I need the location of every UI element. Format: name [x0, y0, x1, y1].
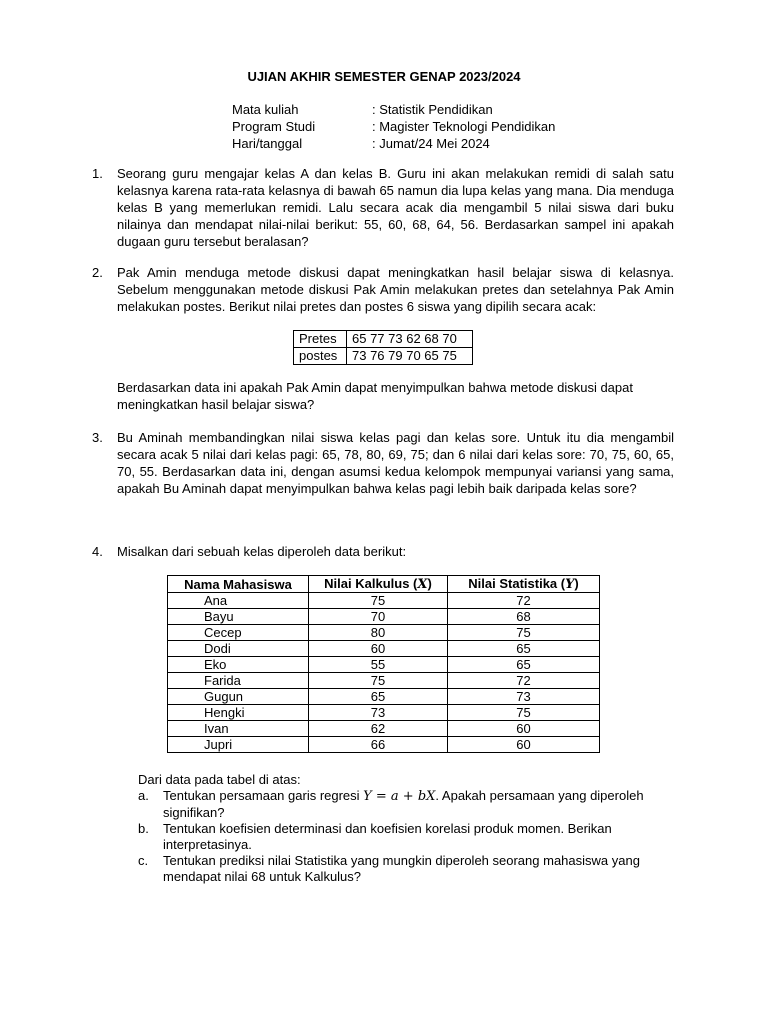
meta-value: : Magister Teknologi Pendidikan	[372, 119, 556, 134]
regression-equation: Y = a + bX	[363, 789, 436, 804]
meta-label: Hari/tanggal	[232, 136, 303, 151]
student-name: Bayu	[168, 609, 309, 625]
header-prefix: Nilai Statistika (	[468, 576, 566, 591]
calculus-score: 75	[309, 673, 448, 689]
subpart-letter: a.	[138, 788, 149, 803]
student-name: Hengki	[168, 705, 309, 721]
student-name: Farida	[168, 673, 309, 689]
table-row	[294, 348, 473, 365]
meta-label: Mata kuliah	[232, 102, 299, 117]
subparts-intro: Dari data pada tabel di atas:	[138, 772, 301, 787]
question-4-subparts	[138, 772, 678, 885]
question-3	[92, 429, 674, 497]
student-name: Gugun	[168, 689, 309, 705]
student-name: Cecep	[168, 625, 309, 641]
question-text: Seorang guru mengajar kelas A dan kelas B. Guru ini akan melakukan remidi di salah satu kelasnya karena rata-rata kelasnya di bawah 65 namun dia lupa kelas yang mana. Dia menduga kelas B yang memerlukan remidi. Lalu secara acak dia mengambil 5 nilai siswa dari buku nilainya dan mendapat nilai-nilai berikut: 55, 60, 68, 64, 56. Berdasarkan sampel ini apakah dugaan guru tersebut beralasan?	[117, 166, 674, 249]
meta-row-date	[232, 135, 555, 152]
question-4	[92, 543, 674, 560]
calculus-score: 62	[309, 721, 448, 737]
question-text: Misalkan dari sebuah kelas diperoleh data berikut:	[117, 544, 407, 559]
student-name: Ivan	[168, 721, 309, 737]
table-row	[168, 705, 600, 721]
pretest-posttest-table	[293, 330, 473, 365]
calculus-score: 70	[309, 609, 448, 625]
subpart-a	[138, 788, 678, 821]
student-name: Jupri	[168, 737, 309, 753]
statistics-score: 60	[448, 721, 600, 737]
header-close: )	[427, 576, 432, 591]
table-header-row	[168, 576, 600, 593]
subpart-letter: b.	[138, 821, 149, 836]
subpart-text-pre: Tentukan persamaan garis regresi	[163, 788, 364, 803]
header-prefix: Nilai Kalkulus (	[324, 576, 418, 591]
subpart-text-post: . Apakah persamaan yang diperoleh signifikan?	[163, 788, 644, 820]
subpart-c	[138, 853, 678, 885]
meta-label: Program Studi	[232, 119, 316, 134]
calculus-score: 65	[309, 689, 448, 705]
exam-title: UJIAN AKHIR SEMESTER GENAP 2023/2024	[247, 69, 521, 84]
subpart-text: Tentukan prediksi nilai Statistika yang mungkin diperoleh seorang mahasiswa yang mendapat nilai 68 untuk Kalkulus?	[163, 853, 640, 884]
exam-meta	[232, 101, 555, 152]
row-label: Pretes	[294, 331, 347, 348]
statistics-score: 68	[448, 609, 600, 625]
student-name: Dodi	[168, 641, 309, 657]
header-close: )	[574, 576, 579, 591]
variable-x: X	[417, 577, 428, 592]
statistics-score: 75	[448, 625, 600, 641]
question-text: Berdasarkan data ini apakah Pak Amin dapat menyimpulkan bahwa metode diskusi dapat meningkatkan hasil belajar siswa?	[117, 380, 633, 412]
header-statistics	[448, 576, 600, 593]
table-body	[168, 593, 600, 753]
subpart-text: Tentukan koefisien determinasi dan koefisien korelasi produk momen. Berikan interpretasinya.	[163, 821, 612, 852]
calculus-score: 73	[309, 705, 448, 721]
meta-value: : Statistik Pendidikan	[372, 102, 493, 117]
question-number: 1.	[92, 166, 103, 181]
student-name: Ana	[168, 593, 309, 609]
question-text: Bu Aminah membandingkan nilai siswa kelas pagi dan kelas sore. Untuk itu dia mengambil secara acak 5 nilai dari kelas pagi: 65, 78, 80, 69, 75; dan 6 nilai dari kelas sore: 70, 75, 60, 65, 70, 55. Berdasarkan data ini, dengan asumsi kedua kelompok mempunyai variansi yang sama, apakah Bu Aminah dapat menyimpulkan bahwa kelas pagi lebih baik daripada kelas sore?	[117, 430, 674, 496]
calculus-score: 66	[309, 737, 448, 753]
question-number: 4.	[92, 544, 103, 559]
row-values: 65 77 73 62 68 70	[347, 331, 473, 348]
statistics-score: 60	[448, 737, 600, 753]
variable-y: Y	[565, 577, 575, 592]
meta-row-course	[232, 101, 555, 118]
statistics-score: 72	[448, 593, 600, 609]
header-name: Nama Mahasiswa	[168, 576, 309, 593]
calculus-score: 80	[309, 625, 448, 641]
question-number: 2.	[92, 265, 103, 280]
table-row	[168, 657, 600, 673]
calculus-score: 55	[309, 657, 448, 673]
table-row	[168, 689, 600, 705]
header-calculus	[309, 576, 448, 593]
statistics-score: 75	[448, 705, 600, 721]
statistics-score: 65	[448, 657, 600, 673]
question-number: 3.	[92, 430, 103, 445]
table-row	[168, 673, 600, 689]
calculus-score: 60	[309, 641, 448, 657]
table-row	[168, 737, 600, 753]
table-row	[168, 609, 600, 625]
meta-value: : Jumat/24 Mei 2024	[372, 136, 490, 151]
row-label: postes	[294, 348, 347, 365]
calculus-score: 75	[309, 593, 448, 609]
student-name: Eko	[168, 657, 309, 673]
statistics-score: 73	[448, 689, 600, 705]
table-row	[168, 625, 600, 641]
question-1	[92, 165, 674, 250]
question-2	[92, 264, 674, 315]
table-row	[168, 593, 600, 609]
table-row	[168, 641, 600, 657]
statistics-score: 72	[448, 673, 600, 689]
row-values: 73 76 79 70 65 75	[347, 348, 473, 365]
table-row	[294, 331, 473, 348]
subpart-b	[138, 821, 678, 853]
question-text: Pak Amin menduga metode diskusi dapat meningkatkan hasil belajar siswa di kelasnya. Sebelum menggunakan metode diskusi Pak Amin melakukan pretes dan setelahnya Pak Amin melakukan postes. Berikut nilai pretes dan postes 6 siswa yang dipilih secara acak:	[117, 265, 674, 314]
statistics-score: 65	[448, 641, 600, 657]
student-scores-table	[167, 575, 600, 753]
meta-row-program	[232, 118, 555, 135]
question-2-followup	[92, 379, 674, 413]
table-row	[168, 721, 600, 737]
subpart-letter: c.	[138, 853, 149, 868]
